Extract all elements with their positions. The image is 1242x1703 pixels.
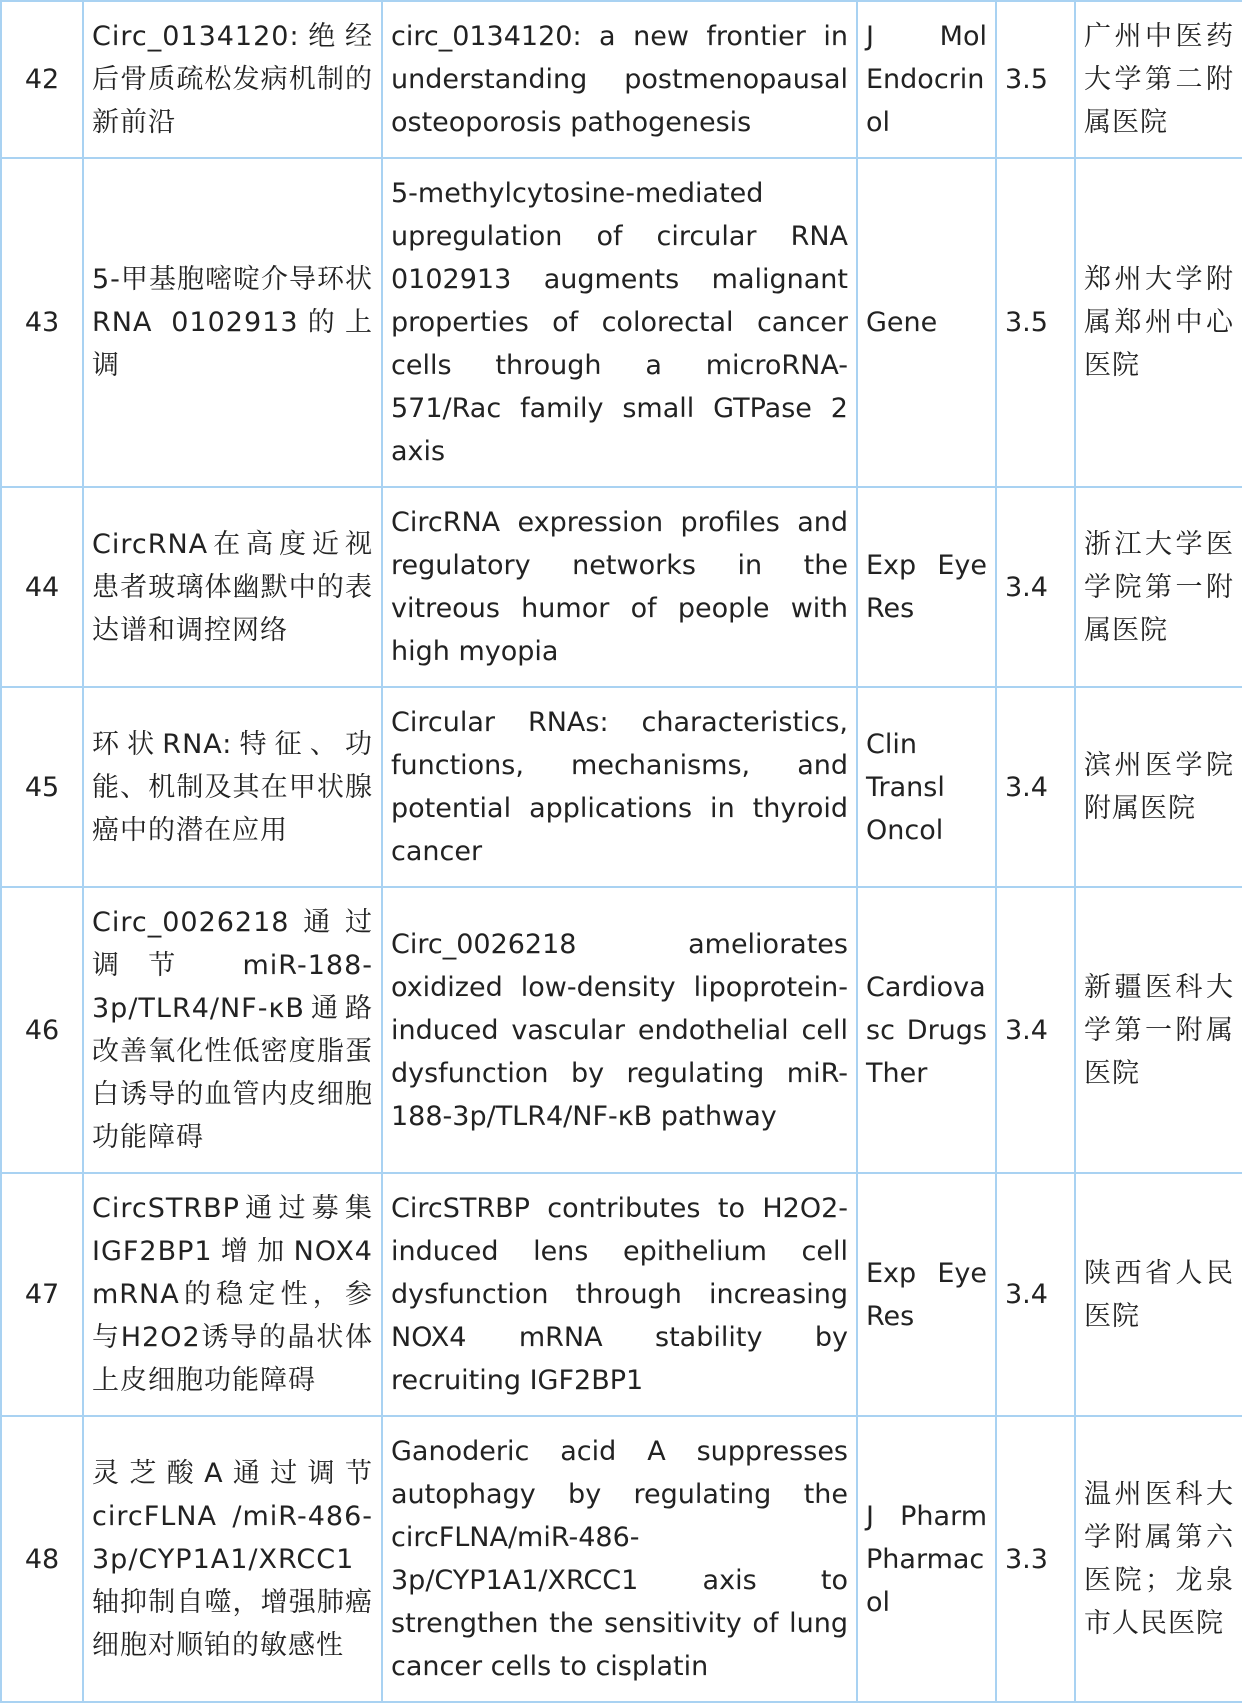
table-row — [1, 1, 1242, 158]
row-number: 43 — [1, 158, 83, 487]
table-row — [1, 158, 1242, 487]
chinese-title: 5-甲基胞嘧啶介导环状RNA 0102913的上调 — [83, 158, 382, 487]
institution: 浙江大学医学院第一附属医院 — [1075, 487, 1242, 687]
english-title: Circular RNAs: characteristics, functions, mechanisms, and potential applications in thyroid cancer — [382, 687, 857, 887]
row-number: 48 — [1, 1416, 83, 1702]
impact-factor: 3.4 — [996, 687, 1075, 887]
journal-name: J Mol Endocrinol — [857, 1, 996, 158]
chinese-title: 灵芝酸A通过调节circFLNA /miR-486-3p/CYP1A1/XRCC1轴抑制自噬，增强肺癌细胞对顺铂的敏感性 — [83, 1416, 382, 1702]
institution: 广州中医药大学第二附属医院 — [1075, 1, 1242, 158]
table-row — [1, 1173, 1242, 1416]
chinese-title: Circ_0026218通过调节 miR-188-3p/TLR4/NF-κB通路改善氧化性低密度脂蛋白诱导的血管内皮细胞功能障碍 — [83, 887, 382, 1173]
journal-name: J Pharm Pharmacol — [857, 1416, 996, 1702]
table-row — [1, 1416, 1242, 1702]
institution: 滨州医学院附属医院 — [1075, 687, 1242, 887]
journal-name: Clin Transl Oncol — [857, 687, 996, 887]
chinese-title: CircRNA在高度近视患者玻璃体幽默中的表达谱和调控网络 — [83, 487, 382, 687]
institution: 郑州大学附属郑州中心医院 — [1075, 158, 1242, 487]
institution: 温州医科大学附属第六医院；龙泉市人民医院 — [1075, 1416, 1242, 1702]
journal-name: Exp Eye Res — [857, 487, 996, 687]
english-title: 5-methylcytosine-mediated upregulation of circular RNA 0102913 augments malignant properties of colorectal cancer cells through a microRNA-571/Rac family small GTPase 2 axis — [382, 158, 857, 487]
impact-factor: 3.5 — [996, 158, 1075, 487]
impact-factor: 3.4 — [996, 1173, 1075, 1416]
row-number: 46 — [1, 887, 83, 1173]
chinese-title: Circ_0134120:绝经后骨质疏松发病机制的新前沿 — [83, 1, 382, 158]
table-row — [1, 887, 1242, 1173]
row-number: 42 — [1, 1, 83, 158]
english-title: Circ_0026218 ameliorates oxidized low-density lipoprotein-induced vascular endothelial cell dysfunction by regulating miR-188-3p/TLR4/NF-κB pathway — [382, 887, 857, 1173]
row-number: 47 — [1, 1173, 83, 1416]
institution: 陕西省人民医院 — [1075, 1173, 1242, 1416]
english-title: CircRNA expression profiles and regulatory networks in the vitreous humor of people with high myopia — [382, 487, 857, 687]
chinese-title: 环状RNA:特征、功能、机制及其在甲状腺癌中的潜在应用 — [83, 687, 382, 887]
impact-factor: 3.4 — [996, 887, 1075, 1173]
table-row — [1, 487, 1242, 687]
impact-factor: 3.4 — [996, 487, 1075, 687]
english-title: circ_0134120: a new frontier in understanding postmenopausal osteoporosis pathogenesis — [382, 1, 857, 158]
impact-factor: 3.5 — [996, 1, 1075, 158]
journal-name: Exp Eye Res — [857, 1173, 996, 1416]
row-number: 44 — [1, 487, 83, 687]
english-title: Ganoderic acid A suppresses autophagy by regulating the circFLNA/miR-486-3p/CYP1A1/XRCC1 axis to strengthen the sensitivity of lung cancer cells to cisplatin — [382, 1416, 857, 1702]
table-row — [1, 687, 1242, 887]
chinese-title: CircSTRBP通过募集IGF2BP1增加NOX4 mRNA的稳定性，参与H2O2诱导的晶状体上皮细胞功能障碍 — [83, 1173, 382, 1416]
journal-name: Cardiovasc Drugs Ther — [857, 887, 996, 1173]
institution: 新疆医科大学第一附属医院 — [1075, 887, 1242, 1173]
journal-name: Gene — [857, 158, 996, 487]
row-number: 45 — [1, 687, 83, 887]
impact-factor: 3.3 — [996, 1416, 1075, 1702]
english-title: CircSTRBP contributes to H2O2-induced lens epithelium cell dysfunction through increasing NOX4 mRNA stability by recruiting IGF2BP1 — [382, 1173, 857, 1416]
